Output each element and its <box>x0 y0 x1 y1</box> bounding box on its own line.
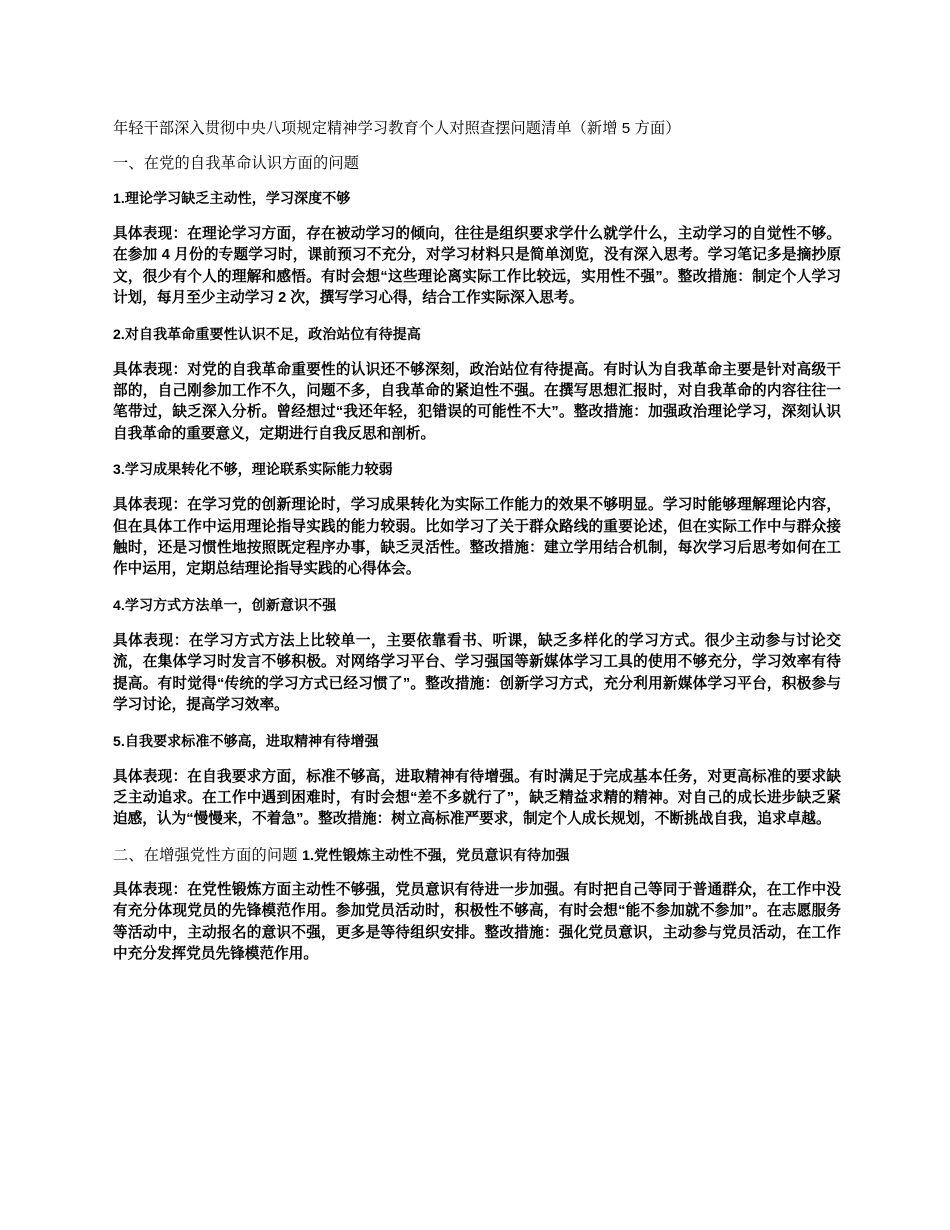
subsection-heading-1-1: 1.理论学习缺乏主动性，学习深度不够 <box>113 190 351 206</box>
subsection-heading-1-4: 4.学习方式方法单一，创新意识不强 <box>113 596 337 613</box>
subsection-heading-1-5: 5.自我要求标准不够高，进取精神有待增强 <box>113 732 379 749</box>
subsection-body-1-5: 具体表现：在自我要求方面，标准不够高，进取精神有待增强。有时满足于完成基本任务，对更高标准的要求缺乏主动追求。在工作中遇到困难时，有时会想“差不多就行了”，缺乏精益求精的精神。对自己的成长进步缺乏紧迫感，认为“慢慢来，不着急”。整改措施：树立高标准严要求，制定个人成长规划，不断挑战自我，追求卓越。 <box>113 768 841 828</box>
subsection-body-1-4: 具体表现：在学习方式方法上比较单一，主要依靠看书、听课，缺乏多样化的学习方式。很少主动参与讨论交流，在集体学习时发言不够积极。对网络学习平台、学习强国等新媒体学习工具的使用不够充分，学习效率有待提高。有时觉得“传统的学习方式已经习惯了”。整改措施：创新学习方式，充分利用新媒体学习平台，积极参与学习讨论，提高学习效率。 <box>113 632 841 714</box>
subsection-body-2-1: 具体表现：在党性锻炼方面主动性不够强，党员意识有待进一步加强。有时把自己等同于普通群众，在工作中没有充分体现党员的先锋模范作用。参加党员活动时，积极性不够高，有时会想“能不参加就不参加”。在志愿服务等活动中，主动报名的意识不强，更多是等待组织安排。整改措施：强化党员意识，主动参与党员活动，在工作中充分发挥党员先锋模范作用。 <box>113 881 841 962</box>
document-body <box>113 118 841 965</box>
section-heading-2-label: 二、在增强党性方面的问题 <box>113 846 303 864</box>
subsection-body-1-2: 具体表现：对党的自我革命重要性的认识还不够深刻，政治站位有待提高。有时认为自我革命主要是针对高级干部的，自己刚参加工作不久，问题不多，自我革命的紧迫性不强。在撰写思想汇报时，对自我革命的内容往往一笔带过，缺乏深入分析。曾经想过“我还年轻，犯错误的可能性不大”。整改措施：加强政治理论学习，深刻认识自我革命的重要意义，定期进行自我反思和剖析。 <box>113 361 841 442</box>
subsection-heading-1-3: 3.学习成果转化不够，理论联系实际能力较弱 <box>113 461 393 478</box>
subsection-body-1-1: 具体表现：在理论学习方面，存在被动学习的倾向，往往是组织要求学什么就学什么，主动学习的自觉性不够。在参加 4 月份的专题学习时，课前预习不充分，对学习材料只是简单浏览，没有深入思考。学习笔记多是摘抄原文，很少有个人的理解和感悟。有时会想“这些理论离实际工作比较远，实用性不强”。整改措施：制定个人学习计划，每月至少主动学习 2 次，撰写学习心得，结合工作实际深入思考。 <box>113 226 841 307</box>
subsection-heading-1-2: 2.对自我革命重要性认识不足，政治站位有待提高 <box>113 325 421 342</box>
subsection-heading-2-1: 1.党性锻炼主动性不强，党员意识有待加强 <box>302 846 570 863</box>
section-heading-2 <box>113 845 841 866</box>
document-title: 年轻干部深入贯彻中央八项规定精神学习教育个人对照查摆问题清单（新增 5 方面） <box>113 120 681 137</box>
section-heading-1: 一、在党的自我革命认识方面的问题 <box>113 155 360 172</box>
subsection-body-1-3: 具体表现：在学习党的创新理论时，学习成果转化为实际工作能力的效果不够明显。学习时能够理解理论内容，但在具体工作中运用理论指导实践的能力较弱。比如学习了关于群众路线的重要论述，但在实际工作中与群众接触时，还是习惯性地按照既定程序办事，缺乏灵活性。整改措施：建立学用结合机制，每次学习后思考如何在工作中运用，定期总结理论指导实践的心得体会。 <box>113 497 841 578</box>
